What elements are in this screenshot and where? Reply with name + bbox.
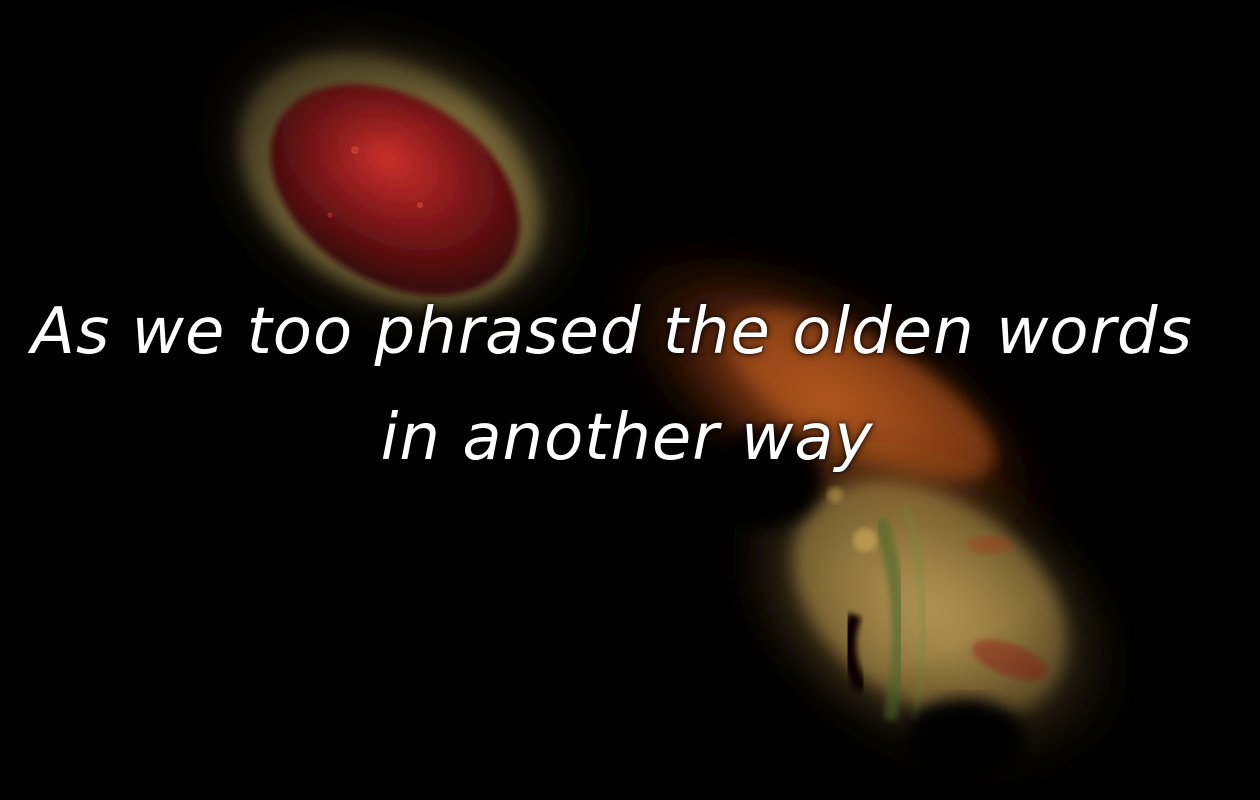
caption-line-2: in another way [380,401,874,475]
caption-line-1: As we too phrased the olden words [31,295,1193,369]
